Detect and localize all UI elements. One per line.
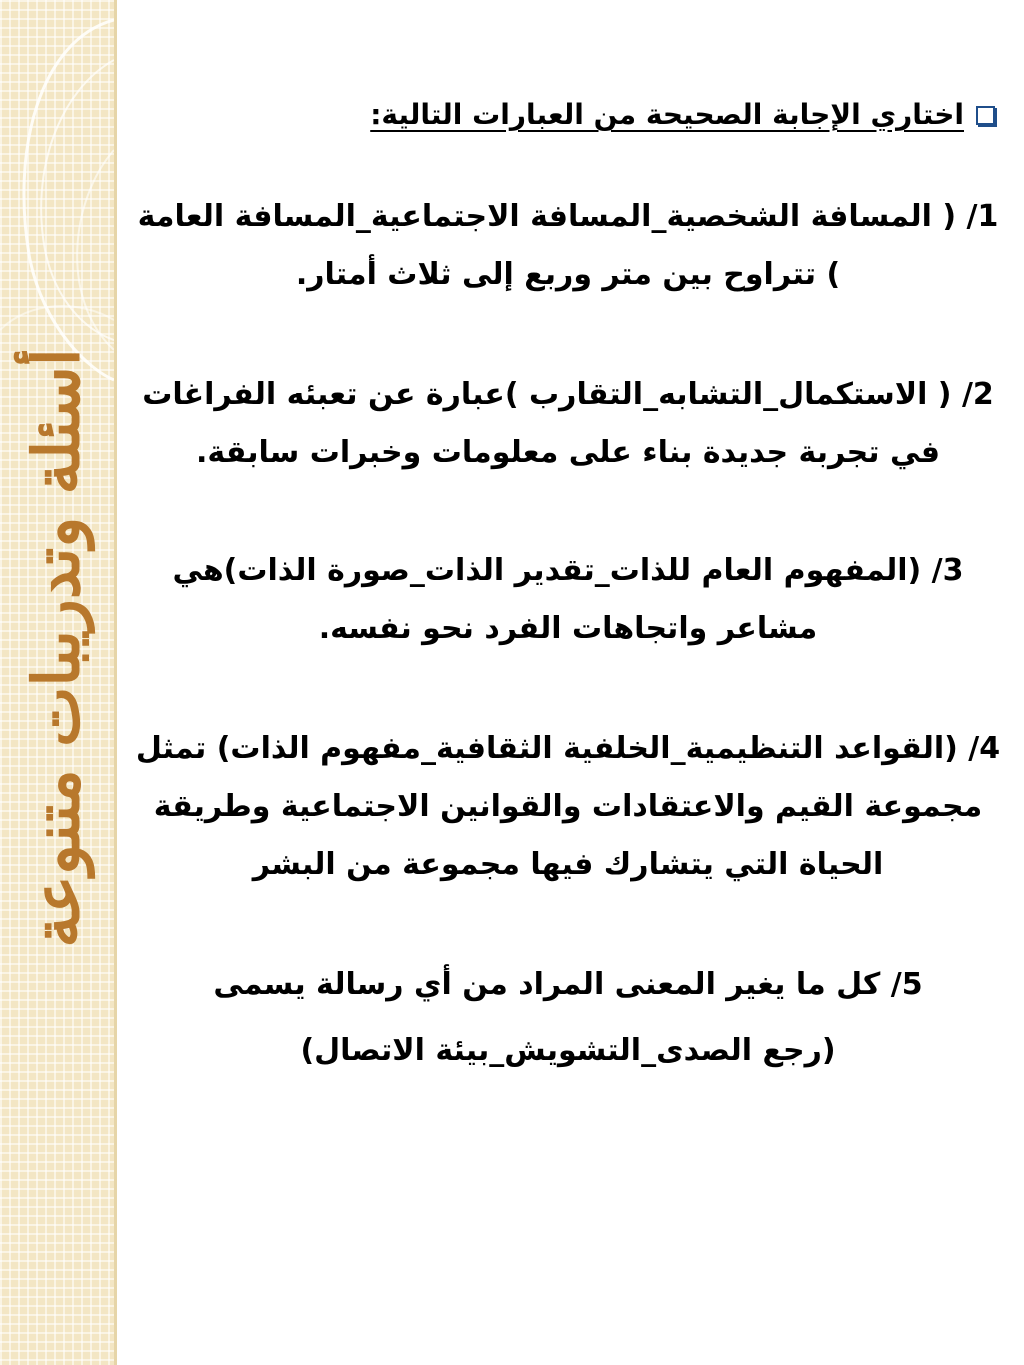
instruction-heading (135, 90, 995, 140)
question-5 (135, 956, 1001, 1080)
slide-content (135, 90, 1001, 1080)
sidebar (0, 0, 114, 1365)
sidebar-divider (114, 0, 117, 1365)
question-5-options: (رجع الصدى_التشويش_بيئة الاتصال) (300, 1033, 836, 1068)
question-2: 2/ ( الاستكمال_التشابه_التقارب )عبارة عن تعبئه الفراغات في تجربة جديدة بناء على معلومات وخبرات سابقة. (142, 377, 994, 470)
sidebar-title: أسئلة وتدريبات متنوعة (19, 348, 95, 948)
question-3: 3/ (المفهوم العام للذات_تقدير الذات_صورة الذات)هي مشاعر واتجاهات الفرد نحو نفسه. (172, 553, 964, 646)
question-4: 4/ (القواعد التنظيمية_الخلفية الثقافية_مفهوم الذات) تمثل مجموعة القيم والاعتقادات والقوانين الاجتماعية وطريقة الحياة التي يتشارك فيها مجموعة من البشر (135, 731, 1001, 882)
question-1: 1/ ( المسافة الشخصية_المسافة الاجتماعية_المسافة العامة ) تتراوح بين متر وربع إلى ثلاث أمتار. (137, 199, 999, 292)
question-5-line-1: 5/ كل ما يغير المعنى المراد من أي رسالة يسمى (213, 967, 923, 1002)
square-bullet-icon (976, 106, 995, 125)
instruction-text: اختاري الإجابة الصحيحة من العبارات التالية: (370, 98, 964, 131)
